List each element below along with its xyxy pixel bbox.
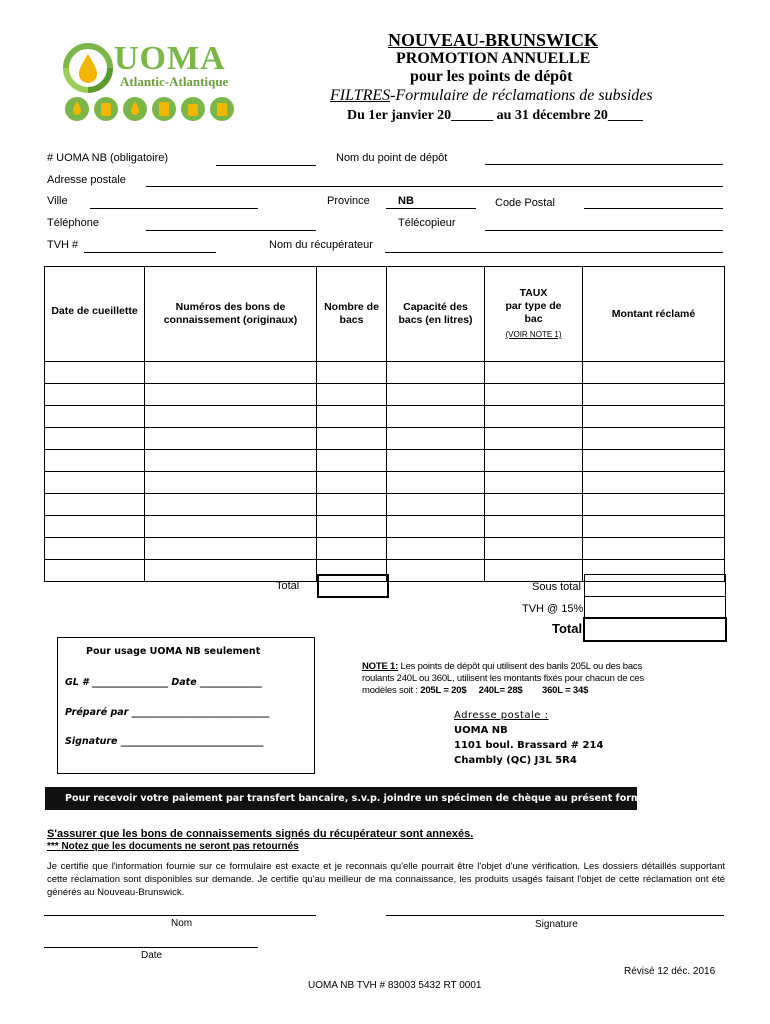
- cell-date[interactable]: [45, 516, 145, 538]
- taux-sub: par type de bac: [505, 300, 562, 325]
- cell-taux[interactable]: [485, 384, 583, 406]
- cell-date[interactable]: [45, 472, 145, 494]
- table-row: [45, 406, 725, 428]
- cell-capacite[interactable]: [387, 384, 485, 406]
- cell-montant[interactable]: [583, 450, 725, 472]
- cell-taux[interactable]: [485, 560, 583, 582]
- tvh-field[interactable]: [84, 252, 216, 253]
- notez-text: *** Notez que les documents ne seront pas retournés: [47, 841, 299, 852]
- cell-capacite[interactable]: [387, 538, 485, 560]
- province-value: NB: [398, 195, 414, 207]
- total-label: Total: [276, 580, 300, 592]
- nom-line[interactable]: [44, 915, 316, 916]
- title-province: NOUVEAU-BRUNSWICK: [388, 30, 599, 50]
- table-row: [45, 428, 725, 450]
- col-date-header: Date de cueillette: [45, 267, 145, 362]
- table-row: [45, 384, 725, 406]
- cell-montant[interactable]: [583, 516, 725, 538]
- cell-bons[interactable]: [145, 494, 317, 516]
- table-row: [45, 538, 725, 560]
- nom-point-label: Nom du point de dépôt: [336, 152, 448, 164]
- cell-bons[interactable]: [145, 384, 317, 406]
- col-capacite-header: Capacité des bacs (en litres): [387, 267, 485, 362]
- cell-nombre[interactable]: [317, 450, 387, 472]
- title-points: pour les points de dépôt: [410, 68, 573, 85]
- cell-taux[interactable]: [485, 406, 583, 428]
- total-box[interactable]: [317, 574, 389, 598]
- cell-bons[interactable]: [145, 538, 317, 560]
- address-line2: 1101 boul. Brassard # 214: [454, 740, 604, 751]
- cell-nombre[interactable]: [317, 406, 387, 428]
- period: Du 1er janvier 20______ au 31 décembre 20_____: [347, 108, 643, 123]
- title-form: [330, 87, 653, 105]
- cell-nombre[interactable]: [317, 384, 387, 406]
- uoma-nb-field[interactable]: [216, 165, 316, 166]
- table-row: [45, 472, 725, 494]
- revise-text: Révisé 12 déc. 2016: [624, 966, 716, 977]
- cell-bons[interactable]: [145, 560, 317, 582]
- cell-date[interactable]: [45, 494, 145, 516]
- cell-taux[interactable]: [485, 450, 583, 472]
- product-icons: [64, 96, 240, 122]
- cell-nombre[interactable]: [317, 538, 387, 560]
- signature-line[interactable]: [386, 915, 724, 916]
- cell-montant[interactable]: [583, 384, 725, 406]
- cell-montant[interactable]: [583, 362, 725, 384]
- province-field[interactable]: [386, 208, 476, 209]
- cell-nombre[interactable]: [317, 428, 387, 450]
- ville-label: Ville: [47, 195, 68, 207]
- adresse-label: Adresse postale: [47, 174, 126, 186]
- note-1-label: NOTE 1:: [362, 661, 399, 672]
- cell-montant[interactable]: [583, 472, 725, 494]
- cell-capacite[interactable]: [387, 406, 485, 428]
- title-form-rest: -Formulaire de réclamations de subsides: [390, 87, 653, 104]
- cell-capacite[interactable]: [387, 450, 485, 472]
- tvh-number: UOMA NB TVH # 83003 5432 RT 0001: [308, 980, 482, 991]
- cell-nombre[interactable]: [317, 472, 387, 494]
- cell-date[interactable]: [45, 428, 145, 450]
- cell-date[interactable]: [45, 538, 145, 560]
- taux-label: TAUX: [519, 287, 548, 299]
- cell-bons[interactable]: [145, 428, 317, 450]
- tvh-total-label: TVH @ 15%: [522, 603, 584, 615]
- cell-taux[interactable]: [485, 362, 583, 384]
- cell-nombre[interactable]: [317, 362, 387, 384]
- sous-total-box[interactable]: [584, 574, 726, 597]
- recycle-icon: [62, 42, 114, 94]
- tvh-label: TVH #: [47, 239, 79, 251]
- note-1-rates: 205L = 20$ 240L= 28$ 360L = 34$: [417, 685, 589, 696]
- cell-capacite[interactable]: [387, 560, 485, 582]
- table-row: [45, 516, 725, 538]
- telephone-label: Téléphone: [47, 217, 99, 229]
- cell-date[interactable]: [45, 406, 145, 428]
- logo-subtitle: Atlantic-Atlantique: [120, 74, 229, 89]
- code-postal-field[interactable]: [584, 208, 723, 209]
- telephone-field[interactable]: [146, 230, 316, 231]
- cell-bons[interactable]: [145, 472, 317, 494]
- province-label: Province: [327, 195, 370, 207]
- logo-product-icons: [64, 96, 240, 125]
- telecopieur-field[interactable]: [485, 230, 723, 231]
- total-final-box[interactable]: [583, 617, 727, 642]
- total-final-label: Total: [552, 621, 583, 636]
- table-row: [45, 450, 725, 472]
- assure-text: S'assurer que les bons de connaissements signés du récupérateur sont annexés.: [47, 828, 474, 840]
- cell-bons[interactable]: [145, 516, 317, 538]
- note-1: [362, 661, 667, 697]
- cell-taux[interactable]: [485, 428, 583, 450]
- cell-bons[interactable]: [145, 362, 317, 384]
- logo: [60, 40, 240, 125]
- voir-note-link[interactable]: (VOIR NOTE 1): [505, 330, 562, 339]
- tvh-total-box[interactable]: [584, 596, 726, 619]
- col-bons-header: Numéros des bons de connaissement (originaux): [145, 267, 317, 362]
- address-line1: UOMA NB: [454, 725, 508, 736]
- cell-montant[interactable]: [583, 494, 725, 516]
- table-row: [45, 494, 725, 516]
- claims-table: [44, 266, 725, 582]
- cell-bons[interactable]: [145, 450, 317, 472]
- cell-capacite[interactable]: [387, 516, 485, 538]
- cell-taux[interactable]: [485, 516, 583, 538]
- gl-field[interactable]: GL # ________________ Date _____________: [65, 677, 262, 688]
- cell-montant[interactable]: [583, 428, 725, 450]
- cell-date[interactable]: [45, 560, 145, 582]
- title-promotion: PROMOTION ANNUELLE: [396, 50, 591, 67]
- cell-capacite[interactable]: [387, 494, 485, 516]
- address-label: Adresse postale :: [454, 710, 549, 721]
- uoma-nb-label: # UOMA NB (obligatoire): [47, 152, 169, 164]
- cell-taux[interactable]: [485, 538, 583, 560]
- table-header-row: [45, 267, 725, 362]
- recuperateur-field[interactable]: [385, 252, 723, 253]
- prepare-field[interactable]: Préparé par _____________________________: [65, 707, 270, 718]
- table-row: [45, 362, 725, 384]
- office-use-box: [57, 637, 315, 774]
- logo-text: UOMA: [114, 40, 226, 77]
- address-line3: Chambly (QC) J3L 5R4: [454, 755, 577, 766]
- cell-montant[interactable]: [583, 406, 725, 428]
- cell-bons[interactable]: [145, 406, 317, 428]
- date-line[interactable]: [44, 947, 258, 948]
- date-label: Date: [141, 950, 163, 961]
- cell-nombre[interactable]: [317, 516, 387, 538]
- sous-total-label: Sous total: [532, 581, 581, 593]
- banner-text: Pour recevoir votre paiement par transfert bancaire, s.v.p. joindre un spécimen de chèque au présent formulaire.: [65, 793, 676, 804]
- office-use-title: Pour usage UOMA NB seulement: [86, 646, 261, 657]
- cell-date[interactable]: [45, 384, 145, 406]
- signature-label: Signature: [535, 919, 578, 930]
- title-form-prefix: FILTRES: [330, 87, 391, 104]
- adresse-field[interactable]: [146, 186, 723, 187]
- recuperateur-label: Nom du récupérateur: [269, 239, 373, 251]
- cell-capacite[interactable]: [387, 472, 485, 494]
- col-taux-header: [485, 267, 583, 362]
- cell-taux[interactable]: [485, 472, 583, 494]
- nom-label: Nom: [171, 918, 193, 929]
- cell-nombre[interactable]: [317, 494, 387, 516]
- telecopieur-label: Télécopieur: [398, 217, 456, 229]
- cell-date[interactable]: [45, 450, 145, 472]
- cell-taux[interactable]: [485, 494, 583, 516]
- col-nombre-header: Nombre de bacs: [317, 267, 387, 362]
- cell-capacite[interactable]: [387, 428, 485, 450]
- note-1-text: Les points de dépôt qui utilisent des barils 205L ou des bacs roulants 240L ou 360L, utilisent les montants fixés pour chacun de ces modèles soit :: [362, 661, 644, 696]
- address-block: [454, 708, 603, 768]
- cell-montant[interactable]: [583, 538, 725, 560]
- nom-point-field[interactable]: [485, 164, 723, 165]
- bank-transfer-banner: [45, 787, 676, 810]
- office-signature-field[interactable]: Signature ______________________________: [65, 736, 264, 747]
- certify-text: Je certifie que l'information fournie sur ce formulaire est exacte et je reconnais qu'elle pourrait être l'objet d'une vérification. Les dossiers détaillés supportant cette réclamation sont disponibles sur demande. Je certifie qu'au meilleur de ma connaissance, les produits usagés faisant l'objet de cette réclamation ont été générés au Nouveau-Brunswick.: [47, 861, 725, 898]
- ville-field[interactable]: [90, 208, 258, 209]
- cell-capacite[interactable]: [387, 362, 485, 384]
- code-postal-label: Code Postal: [495, 197, 555, 209]
- col-montant-header: Montant réclamé: [583, 267, 725, 362]
- cell-date[interactable]: [45, 362, 145, 384]
